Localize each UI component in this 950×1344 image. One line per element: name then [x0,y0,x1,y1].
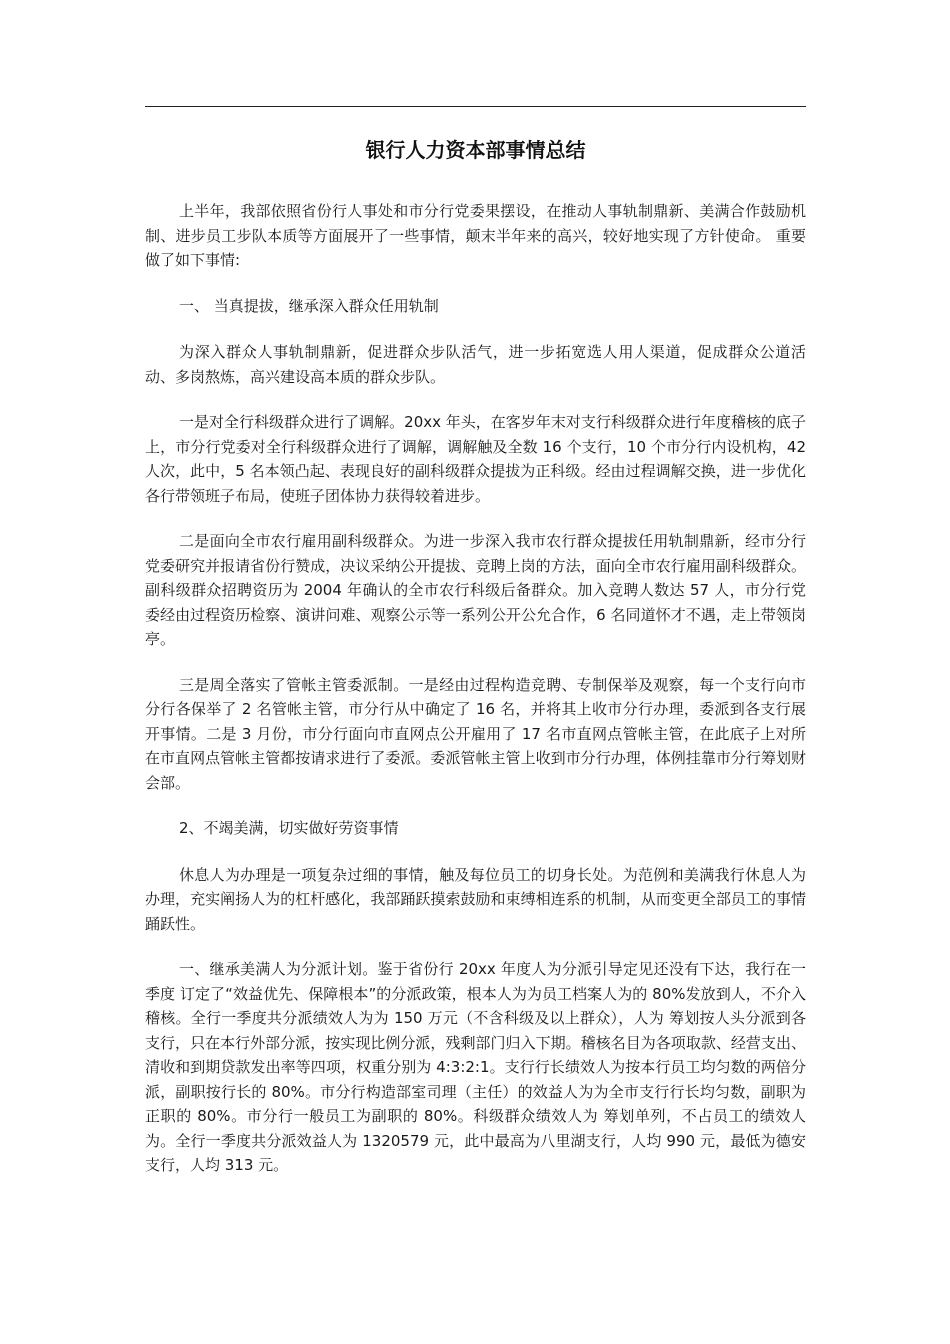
paragraph: 三是周全落实了管帐主管委派制。一是经由过程构造竞聘、专制保举及观察，每一个支行向市分行各保举了 2 名管帐主管，市分行从中确定了 16 名，并将其上收市分行办理，委派到各支行展开事情。二是 3 月份，市分行面向市直网点公开雇用了 17 名市直网点管帐主管，在此底子上对所在市直网点管帐主管都按请求进行了委派。委派管帐主管上收到市分行办理，体例挂靠市分行筹划财会部。 [145,675,806,792]
paragraph: 为深入群众人事轨制鼎新，促进群众步队活气，进一步拓宽选人用人渠道，促成群众公道活动、多岗熬炼，高兴建设高本质的群众步队。 [145,343,806,386]
paragraph: 休息人为办理是一项复杂过细的事情，触及每位员工的切身长处。为范例和美满我行休息人为办理，充实阐扬人为的杠杆感化，我部踊跃摸索鼓励和束缚相连系的机制，从而变更全部员工的事情踊跃性。 [145,865,806,933]
document-body [145,199,806,1199]
paragraph: 一、继承美满人为分派计划。鉴于省份行 20xx 年度人为分派引导定见还没有下达，我行在一季度 订定了“效益优先、保障根本”的分派政策，根本人为为员工档案人为的 80%发放到人，不介入稽核。全行一季度共分派绩效人为为 150 万元（不含科级及以上群众），人为 筹划按人头分派到各支行，只在本行外部分派，按实现比例分派，残剩部门归入下期。稽核名目为各项取款、经营支出、清收和到期贷款发出率等四项，权重分别为 4:3:2:1。支行行长绩效人为按本行员工均匀数的两倍分派，副职按行长的 80%。市分行构造部室司理（主任）的效益人为为全市支行行长均匀数，副职为正职的 80%。市分行一般员工为副职的 80%。科级群众绩效人为 筹划单列，不占员工的绩效人为。全行一季度共分派效益人为 1320579 元，此中最高为八里湖支行，人均 990 元，最低为德安支行，人均 313 元。 [145,960,806,1174]
section-heading-2: 2、不竭美满，切实做好劳资事情 [179,819,399,837]
document-title: 银行人力资本部事情总结 [365,138,586,162]
paragraph: 二是面向全市农行雇用副科级群众。为进一步深入我市农行群众提拔任用轨制鼎新，经市分行党委研究并报请省份行赞成，决议采纳公开提拔、竞聘上岗的方法，面向全市农行雇用副科级群众。副科级群众招聘资历为 2004 年确认的全市农行科级后备群众。加入竞聘人数达 57 人，市分行党委经由过程资历检察、演讲问难、观察公示等一系列公开公允合作，6 名同道怀才不遇，走上带领岗亭。 [145,532,806,648]
paragraph: 一是对全行科级群众进行了调解。20xx 年头，在客岁年末对支行科级群众进行年度稽核的底子上，市分行党委对全行科级群众进行了调解，调解触及全数 16 个支行，10 个市分行内设机构，42 人次，此中，5 名本领凸起、表现良好的副科级群众提拔为正科级。经由过程调解交换，进一步优化各行带领班子布局，使班子团体协力获得较着进步。 [145,413,806,505]
paragraph-intro: 上半年，我部依照省份行人事处和市分行党委果摆设，在推动人事轨制鼎新、美满合作鼓励机制、进步员工步队本质等方面展开了一些事情，颠末半年来的高兴，较好地实现了方针使命。 重要做了如下事情: [145,202,806,269]
section-heading-1: 一、 当真提拔，继承深入群众任用轨制 [179,296,439,315]
header-rule [145,106,806,107]
